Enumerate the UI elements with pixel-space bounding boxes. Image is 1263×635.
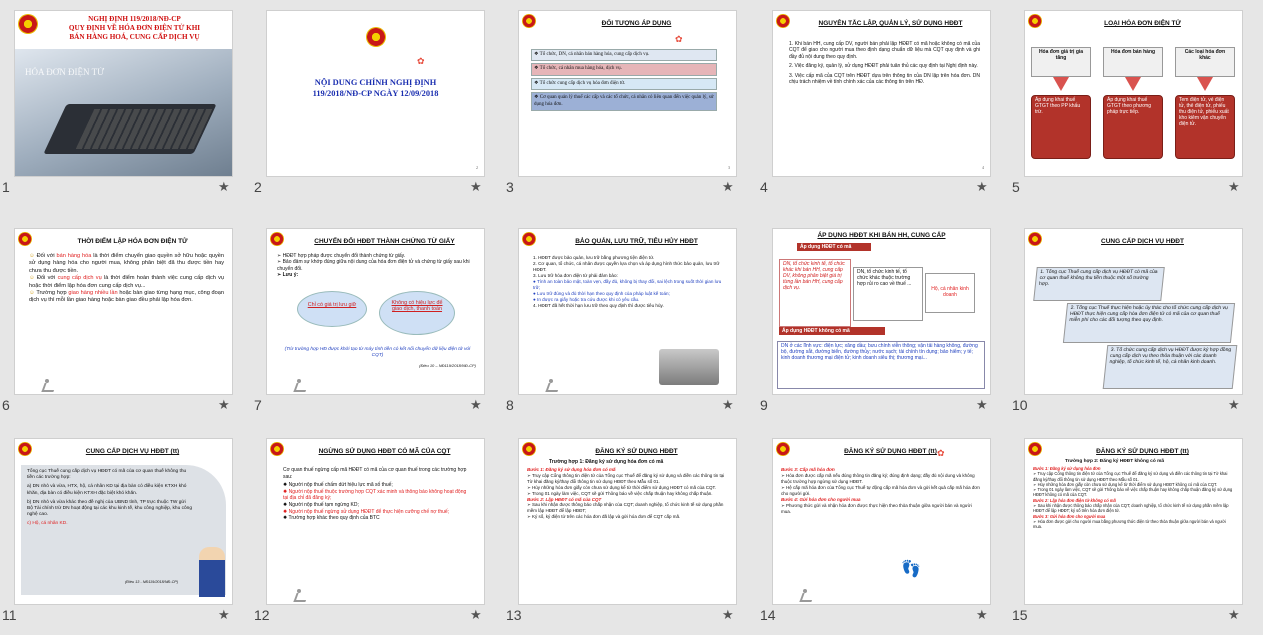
arrow-down-icon	[1125, 77, 1141, 91]
slide-15[interactable]	[1024, 438, 1243, 605]
footprints-icon: 👣	[901, 559, 921, 578]
slide-title: NỘI DUNG CHÍNH NGHỊ ĐỊNH 119/2018/NĐ-CP NGÀY 12/09/2018	[312, 78, 439, 98]
slide-body: ☺ Đối với bán hàng hóa là thời điểm chuyển giao quyền sở hữu hoặc quyền sử dụng hàng hóa cho người mua, không phân biệt đã thu được tiền hay chưa thu được tiền. ☺ Đối với cung cấp dịch vụ là thời điểm hoàn thành việc cung cấp dịch vụ hoặc thời điểm lập hóa đơn cung cấp dịch vụ... ☺ Trường hợp giao hàng nhiều lần hoặc bàn giao từng hạng mục, công đoạn dịch vụ thì mỗi lần giao hàng hoặc bàn giao đều phải lập hóa đơn.	[29, 253, 225, 304]
star-icon[interactable]: ★	[1228, 608, 1240, 623]
emblem-icon	[522, 14, 536, 28]
slide-title: NGHỊ ĐỊNH 119/2018/NĐ-CP QUY ĐỊNH VỀ HÓA ĐƠN ĐIỆN TỬ KHI BÁN HÀNG HOÁ, CUNG CẤP DỊCH VỤ	[68, 15, 201, 41]
slide-body: Tổng cục Thuế cung cấp dịch vụ HĐĐT có mã của cơ quan thuế không thu tiền các trường hợp: a) DN nhỏ và vừa, HTX, hộ, cá nhân KD tại địa bàn có điều kiện KTXH khó khăn, địa bàn có điều kiện KTXH đặc biệt khó khăn. b) DN nhỏ và vừa khác theo đề nghị của UBND tỉnh, TP trực thuộc TW gửi Bộ Tài chính trừ DN hoạt động tại các khu kinh tế, khu công nghiệp, khu công nghệ cao. c) Hộ, cá nhân KD.	[27, 469, 192, 527]
star-icon[interactable]: ★	[470, 398, 482, 413]
slide-number: 1	[2, 179, 10, 195]
slide-thumb-1[interactable]	[0, 0, 235, 200]
star-icon[interactable]: ★	[218, 608, 230, 623]
slide-number: 12	[254, 607, 270, 623]
slide-number: 14	[760, 607, 776, 623]
invoice-type-body: Tem điện tử, vé điện tử, thẻ điện tử, phiếu thu điện tử, phiếu xuất kho kiêm vận chuyển điện tử.	[1175, 95, 1235, 159]
slide-title: NGUYÊN TẮC LẬP, QUẢN LÝ, SỬ DỤNG HĐĐT	[818, 20, 963, 27]
slide-number: 13	[506, 607, 522, 623]
slide-7[interactable]	[266, 228, 485, 395]
invoice-type-body: Áp dụng khai thuế GTGT theo phương pháp trực tiếp.	[1103, 95, 1163, 159]
tag-label: Áp dụng HĐĐT có mã	[797, 243, 871, 251]
slide-title: CUNG CẤP DỊCH VỤ HĐĐT (tt)	[85, 448, 180, 455]
slide-number: 5	[1012, 179, 1020, 195]
slide-title: BẢO QUẢN, LƯU TRỮ, TIÊU HỦY HĐĐT	[575, 238, 698, 245]
emblem-icon	[18, 14, 38, 34]
slide-number: 10	[1012, 397, 1028, 413]
arrow-down-icon	[1197, 77, 1213, 91]
flower-icon: ✿	[937, 449, 945, 459]
slide-9[interactable]	[772, 228, 991, 395]
star-icon[interactable]: ★	[470, 608, 482, 623]
slide-thumb-12[interactable]	[252, 428, 487, 628]
emblem-icon	[270, 442, 284, 456]
slide-body: Bước 3: Cấp mã hóa đơn ➢ Hóa đơn được cấp mã nếu đúng thông tin đăng ký; đúng định dạng; đầy đủ nội dung và không thuộc trường hợp ngừng sử dụng HĐĐT. ➢ Hệ cấp mã hóa đơn của Tổng cục Thuế tự động cấp mã hóa đơn và gửi kết quả cấp mã hóa đơn cho người gửi. Bước 4: Gửi hóa đơn cho người mua ➢ Phương thức gửi và nhận hóa đơn được thực hiện theo thỏa thuận giữa người bán và người mua.	[781, 467, 980, 514]
slide-number: 8	[506, 397, 514, 413]
info-box: DN, tổ chức kinh tế, tổ chức khác khi bán HH, cung cấp DV, không phân biệt giá trị từng lần bán HH, cung cấp dịch vụ.	[779, 259, 851, 327]
slide-3[interactable]: ĐỐI TƯỢNG ÁP DỤNG ✿ ❖ Tổ chức, DN, cá nhân bán hàng hóa, cung cấp dịch vụ. ❖ Tổ chức, cá nhân mua hàng hóa, dịch vụ. ❖ Tổ chức cung cấp dịch vụ hóa đơn điện tử. ❖ Cơ quan quản lý thuế các cấp và các tổ chức, cá nhân có liên quan đến việc quản lý, sử dụng hóa đơn. 3	[518, 10, 737, 177]
emblem-icon	[522, 232, 536, 246]
slide-number: 11	[2, 607, 17, 623]
star-icon[interactable]: ★	[976, 180, 988, 195]
slide-title: ĐĂNG KÝ SỬ DỤNG HĐĐT	[595, 448, 678, 455]
slide-number: 9	[760, 397, 768, 413]
slide-thumb-15[interactable]	[1010, 428, 1245, 628]
target-row: ❖ Tổ chức cung cấp dịch vụ hóa đơn điện tử.	[531, 78, 717, 90]
slide-number: 6	[2, 397, 10, 413]
slide-title: CHUYỂN ĐỔI HĐĐT THÀNH CHỨNG TỪ GIẤY	[314, 238, 455, 245]
keyboard-photo: HÓA ĐƠN ĐIỆN TỬ	[15, 49, 232, 176]
star-icon[interactable]: ★	[470, 180, 482, 195]
slide-number: 7	[254, 397, 262, 413]
star-icon[interactable]: ★	[1228, 180, 1240, 195]
cloud-callout: Chỉ có giá trị lưu giữ	[297, 291, 367, 327]
slide-thumb-10[interactable]	[1010, 218, 1245, 418]
slide-title: ÁP DỤNG HĐĐT KHI BÁN HH, CUNG CẤP	[817, 232, 946, 239]
person-icon	[293, 589, 307, 601]
info-box: Hộ, cá nhân kinh doanh	[925, 273, 975, 313]
person-icon	[293, 379, 307, 391]
slide-title: CUNG CẤP DỊCH VỤ HĐĐT	[1101, 238, 1184, 245]
slide-number: 2	[254, 179, 262, 195]
slide-body: 1. HĐĐT được bảo quản, lưu trữ bằng phương tiện điện tử. 2. Cơ quan, tổ chức, cá nhân được quyền lựa chọn và áp dụng hình thức bảo quản, lưu trữ HĐĐT. 3. Lưu trữ hóa đơn điện tử phải đảm bảo: ● Tính an toàn bảo mật, toàn vẹn, đầy đủ, không bị thay đổi, sai lệch trong suốt thời gian lưu trữ; ● Lưu trữ đúng và đủ thời hạn theo quy định của pháp luật kế toán; ● In được ra giấy hoặc tra cứu được khi có yêu cầu. 4. HĐĐT đã hết thời hạn lưu trữ theo quy định thì được tiêu hủy.	[533, 255, 722, 308]
target-row: ❖ Tổ chức, DN, cá nhân bán hàng hóa, cung cấp dịch vụ.	[531, 49, 717, 61]
star-icon[interactable]: ★	[976, 398, 988, 413]
slide-title: THỜI ĐIỂM LẬP HÓA ĐƠN ĐIỆN TỬ	[77, 238, 188, 245]
slide-thumb-7[interactable]	[252, 218, 487, 418]
star-icon[interactable]: ★	[976, 608, 988, 623]
flower-icon: ✿	[417, 57, 425, 67]
slide-number: 3	[506, 179, 514, 195]
arrow-down-icon	[1053, 77, 1069, 91]
star-icon[interactable]: ★	[722, 180, 734, 195]
slide-title: LOẠI HÓA ĐƠN ĐIỆN TỬ	[1104, 20, 1181, 27]
slide-6[interactable]	[14, 228, 233, 395]
person-icon	[545, 379, 559, 391]
note-text: (Trừ trường hợp HĐ được khởi tạo từ máy tính tiền có kết nối chuyển dữ liệu điện tử với CQT)	[284, 347, 471, 359]
slide-thumb-11[interactable]	[0, 428, 235, 628]
service-item: 3. Tổ chức cung cấp dịch vụ HĐĐT được ký hợp đồng cung cấp dịch vụ theo thỏa thuận với các doanh nghiệp, tổ chức kinh tế, hộ, cá nhân kinh doanh.	[1103, 345, 1238, 389]
cloud-callout: Không có hiệu lực để giao dịch, thanh toán	[379, 291, 455, 335]
shredder-icon	[659, 349, 719, 385]
emblem-icon	[776, 442, 790, 456]
slide-subtitle: Trường hợp 1: Đăng ký sử dụng hóa đơn có mã	[549, 459, 664, 465]
slide-thumb-3[interactable]	[504, 0, 739, 200]
emblem-icon	[270, 232, 284, 246]
slide-13[interactable]	[518, 438, 737, 605]
slide-1[interactable]	[14, 10, 233, 177]
star-icon[interactable]: ★	[218, 398, 230, 413]
presenter-icon	[199, 547, 225, 597]
slide-title: ĐĂNG KÝ SỬ DỤNG HĐĐT (tt)	[1096, 448, 1189, 455]
slide-body: Cơ quan thuế ngừng cấp mã HĐĐT có mã của cơ quan thuế trong các trường hợp sau: ✹ Người nộp thuế chấm dứt hiệu lực mã số thuế; ✹ Người nộp thuế thuộc trường hợp CQT xác minh và thông báo không hoạt động tại địa chỉ đã đăng ký; ✹ Người nộp thuế tạm ngừng KD; ✹ Người nộp thuế ngừng sử dụng HĐĐT để thực hiện cưỡng chế nợ thuế; ✹ Trường hợp khác theo quy định của BTC	[283, 467, 467, 522]
slide-body: ➢ HĐĐT hợp pháp được chuyển đổi thành chứng từ giấy. ➢ Bảo đảm sự khớp đúng giữa nội dung của hóa đơn điện tử và chứng từ giấy sau khi chuyển đổi. ➢ Lưu ý:	[277, 253, 470, 279]
invoice-type-head: Hóa đơn giá trị gia tăng	[1031, 47, 1091, 77]
person-icon	[799, 589, 813, 601]
emblem-icon	[18, 442, 32, 456]
info-box: DN, tổ chức kinh tế, tổ chức khác thuộc trường hợp rủi ro cao về thuế ...	[853, 267, 923, 321]
slide-10[interactable]	[1024, 228, 1243, 395]
invoice-type-head: Hóa đơn bán hàng	[1103, 47, 1163, 77]
slide-14[interactable]	[772, 438, 991, 605]
slide-title: ĐĂNG KÝ SỬ DỤNG HĐĐT (tt)	[844, 448, 937, 455]
slide-2[interactable]: ✿ NỘI DUNG CHÍNH NGHỊ ĐỊNH 119/2018/NĐ-CP NGÀY 12/09/2018 2	[266, 10, 485, 177]
slide-thumb-13[interactable]	[504, 428, 739, 628]
slide-body: 1. Khi bán HH, cung cấp DV, người bán phải lập HĐĐT có mã hoặc không có mã của CQT để giao cho người mua theo định dạng chuẩn dữ liệu mà CQT quy định và ghi đầy đủ nội dung theo quy định. 2. Việc đăng ký, quản lý, sử dụng HĐĐT phải tuân thủ các quy định tại Nghị định này. 3. Việc cấp mã của CQT trên HĐĐT dựa trên thông tin của DN lập trên hóa đơn. DN chịu trách nhiệm về tính chính xác của các thông tin trên HĐ.	[789, 41, 980, 86]
person-icon	[41, 379, 55, 391]
service-item: 1. Tổng cục Thuế cung cấp dịch vụ HĐĐT có mã của cơ quan thuế không thu tiền thuộc một số trường hợp.	[1033, 267, 1165, 301]
slide-title: ĐỐI TƯỢNG ÁP DỤNG	[601, 20, 672, 27]
service-item: 2. Tổng cục Thuế thực hiện hoặc ủy thác cho tổ chức cung cấp dịch vụ HĐĐT thực hiện cung cấp hóa đơn điện tử có mã của cơ quan thuế miễn phí cho các đối tượng theo quy định.	[1063, 303, 1235, 343]
emblem-icon	[366, 27, 386, 47]
emblem-icon	[1028, 232, 1042, 246]
emblem-icon	[1028, 14, 1042, 28]
slide-thumb-8[interactable]	[504, 218, 739, 418]
slide-title: NGỪNG SỬ DỤNG HĐĐT CÓ MÃ CỦA CQT	[318, 448, 451, 455]
slide-body: Bước 1: Đăng ký sử dụng hóa đơn ➢ Truy cập Cổng thông tin điện tử của Tổng cục Thuế để đăng ký sử dụng và điền các thông tin tại Tờ khai đăng ký/thay đổi thông tin sử dụng HĐĐT theo Mẫu số 01. ➢ Hủy những hóa đơn giấy còn chưa sử dụng kể từ thời điểm sử dụng HĐĐT không có mã của CQT. ➢ Trong 01 ngày làm việc, CQT sẽ gửi Thông báo về việc chấp thuận hay không chấp thuận đăng ký sử dụng HĐĐT không có mã của CQT. Bước 2: Lập hóa đơn điện tử không có mã ➢ Sau khi nhận được thông báo chấp nhận của CQT; doanh nghiệp, tổ chức kinh tế sử dụng phần mềm lập HĐĐT để lập HĐĐT; ký số trên hóa đơn điện tử. Bước 3: Gửi hóa đơn cho người mua ➢ Hóa đơn được gửi cho người mua bằng phương thức điện tử theo thỏa thuận giữa người bán và người mua.	[1033, 466, 1233, 530]
slide-5[interactable]	[1024, 10, 1243, 177]
star-icon[interactable]: ★	[1228, 398, 1240, 413]
info-box: DN ở các lĩnh vực: điện lực; xăng dầu; bưu chính viễn thông; vận tải hàng không, đường bộ, đường sắt, đường biển, đường thủy; nước sạch; tài chính tín dụng; bảo hiểm; y tế; kinh doanh thương mại điện tử; kinh doanh siêu thị; thương mại...	[777, 341, 985, 389]
slide-4[interactable]: NGUYÊN TẮC LẬP, QUẢN LÝ, SỬ DỤNG HĐĐT 1. Khi bán HH, cung cấp DV, người bán phải lập HĐĐT có mã hoặc không có mã của CQT để giao cho người mua theo định dạng chuẩn dữ liệu mà CQT quy định và ghi đầy đủ nội dung theo quy định. 2. Việc đăng ký, quản lý, sử dụng HĐĐT phải tuân thủ các quy định tại Nghị định này. 3. Việc cấp mã của CQT trên HĐĐT dựa trên thông tin của DN lập trên hóa đơn. DN chịu trách nhiệm về tính chính xác của các thông tin trên HĐ. 4	[772, 10, 991, 177]
star-icon[interactable]: ★	[722, 608, 734, 623]
slide-thumb-6[interactable]	[0, 218, 235, 418]
invoice-type-head: Các loại hóa đơn khác	[1175, 47, 1235, 77]
emblem-icon	[1028, 442, 1042, 456]
invoice-type-body: Áp dụng khai thuế GTGT theo PP khấu trừ.	[1031, 95, 1091, 159]
slide-8[interactable]	[518, 228, 737, 395]
ref-text: (Điều 13 - NĐ119/2018/NĐ-CP)	[125, 580, 179, 584]
slide-body: Bước 1: Đăng ký sử dụng hóa đơn có mã ➢ Truy cập Cổng thông tin điện tử của Tổng cục Thuế để đăng ký sử dụng và điền các thông tin tại Tờ khai đăng ký/thay đổi thông tin sử dụng HĐĐT theo Mẫu số 01. ➢ Hủy những hóa đơn giấy còn chưa sử dụng kể từ thời điểm sử dụng HĐĐT có mã của CQT. ➢ Trong 01 ngày làm việc, CQT sẽ gửi Thông báo về việc chấp thuận hay không chấp thuận. Bước 2: Lập HĐĐT có mã của CQT ➢ Sau khi nhận được thông báo chấp nhận của CQT; doanh nghiệp, tổ chức kinh tế sử dụng phần mềm lập HĐĐT để lập HĐĐT; ➢ Ký số, ký điện tử trên các hóa đơn đã lập và gửi hóa đơn để CQT cấp mã.	[527, 467, 725, 520]
slide-thumb-9[interactable]	[758, 218, 993, 418]
slide-thumb-5[interactable]	[1010, 0, 1245, 200]
flower-icon: ✿	[675, 35, 683, 45]
slide-thumb-14[interactable]	[758, 428, 993, 628]
emblem-icon	[18, 232, 32, 246]
target-row: ❖ Tổ chức, cá nhân mua hàng hóa, dịch vụ.	[531, 63, 717, 75]
ref-text: (Điều 10 – NĐ119/2018/NĐ-CP)	[419, 363, 476, 368]
slide-number: 4	[760, 179, 768, 195]
slide-12[interactable]	[266, 438, 485, 605]
star-icon[interactable]: ★	[722, 398, 734, 413]
star-icon[interactable]: ★	[218, 180, 230, 195]
target-row: ❖ Cơ quan quản lý thuế các cấp và các tổ chức, cá nhân có liên quan đến việc quản lý, sử dụng hóa đơn.	[531, 92, 717, 111]
emblem-icon	[522, 442, 536, 456]
tag-label: Áp dụng HĐĐT không có mã	[779, 327, 885, 335]
slide-thumb-2[interactable]	[252, 0, 487, 200]
slide-number: 15	[1012, 607, 1028, 623]
slide-subtitle: Trường hợp 2: Đăng ký HĐĐT không có mã	[1065, 459, 1165, 464]
slide-11[interactable]	[14, 438, 233, 605]
emblem-icon	[776, 14, 790, 28]
slide-thumb-4[interactable]	[758, 0, 993, 200]
